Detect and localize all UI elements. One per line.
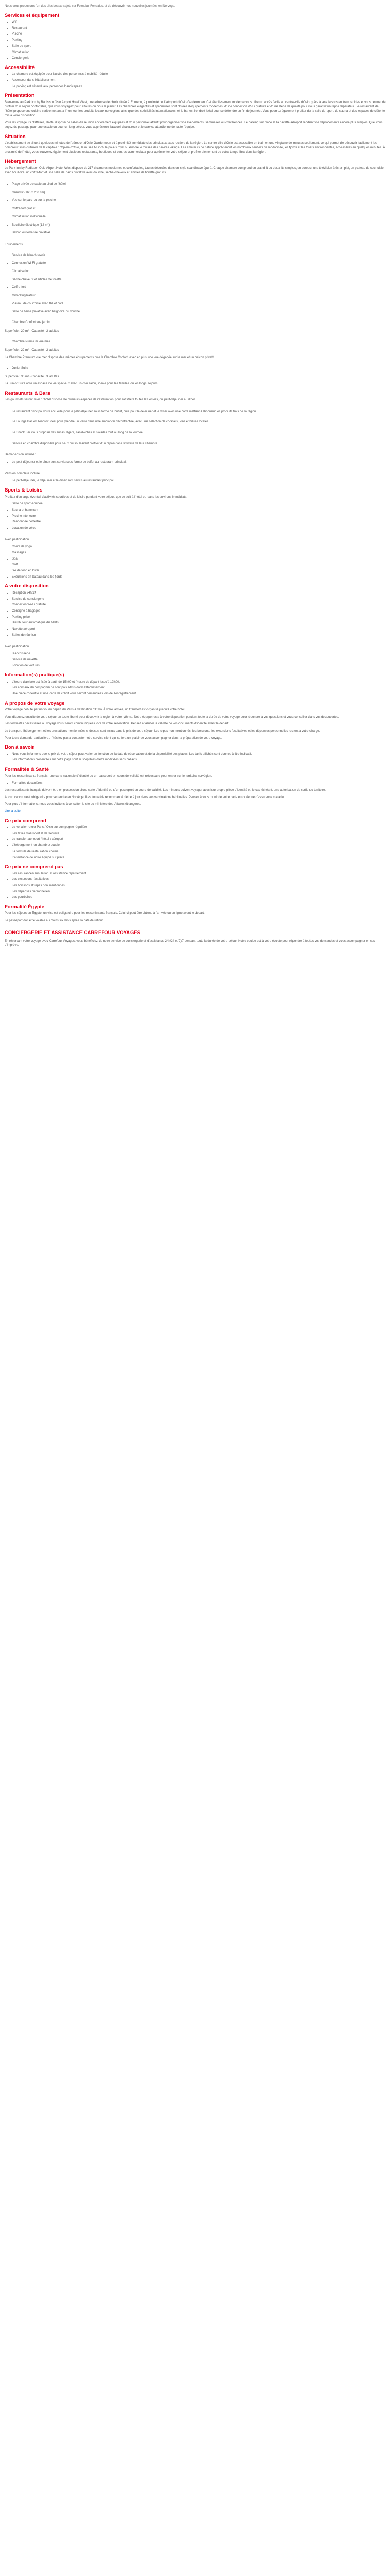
hebergement-title: Hébergement xyxy=(5,159,36,165)
bon-savoir-list xyxy=(5,752,386,762)
pay-services-title: Avec participation : xyxy=(5,645,31,649)
pay-services-list xyxy=(5,652,386,668)
room-type-list xyxy=(5,320,386,325)
list-item: • Piscine xyxy=(12,32,386,37)
situation-section xyxy=(5,134,386,155)
infos-list xyxy=(5,680,386,697)
room-type-capacity: Superficie : 30 m² - Capacité : 3 adultes xyxy=(5,375,59,379)
formalites-link-wrap xyxy=(5,809,386,814)
sports-title: Sports & Loisirs xyxy=(5,487,43,494)
demi-pension-list xyxy=(5,460,386,465)
list-item: • Navette aéroport xyxy=(12,627,386,632)
list-item: • Salles de réunion xyxy=(12,633,386,638)
conciergerie-section xyxy=(5,929,386,948)
list-item: • Ski de fond en hiver xyxy=(12,569,386,573)
other-title: A votre disposition xyxy=(5,583,49,589)
list-item: • Mini-réfrigérateur xyxy=(12,294,386,298)
room-type-description: La Junior Suite offre un espace de vie spacieux avec un coin salon, idéale pour les familles ou les longs séjours. xyxy=(5,382,159,385)
list-item: • Les boissons et repas non mentionnés xyxy=(12,884,386,888)
prix-comprend-pas-list xyxy=(5,872,386,900)
access-list xyxy=(5,72,386,89)
list-item: • Spa xyxy=(12,557,386,562)
list-item: • Les assurances annulation et assistance rapatriement xyxy=(12,872,386,876)
sports-section xyxy=(5,487,386,579)
room-feature-list xyxy=(5,182,386,235)
other-section xyxy=(5,583,386,668)
room-type-list xyxy=(5,366,386,371)
formalites-subtitle: • Formalités douanières xyxy=(12,781,386,786)
presentation-title: Présentation xyxy=(5,93,35,99)
list-item: • Climatisation xyxy=(12,50,386,55)
list-item: • Connexion Wi-Fi gratuite xyxy=(12,261,386,266)
formalites-paragraph: Les ressortissants français doivent être en possession d'une carte d'identité ou d'un passeport en cours de validité. Les mineurs doivent voyager avec leur propre pièce d'identité et, le cas échéant, une autorisation de sortie du territoire. xyxy=(5,788,326,792)
pension-complete-list xyxy=(5,479,386,483)
list-item: • Les excursions facultatives xyxy=(12,877,386,882)
prix-comprend-pas-section xyxy=(5,864,386,900)
page-content xyxy=(0,0,391,948)
list-item: • Le transfert aéroport / hôtel / aéroport xyxy=(12,837,386,842)
about-paragraph: Votre voyage débute par un vol au départ de Paris à destination d'Oslo. À votre arrivée, un transfert est organisé jusqu'à votre hôtel. xyxy=(5,708,186,711)
list-item: • Le petit-déjeuner, le déjeuner et le dîner sont servis au restaurant principal. xyxy=(12,479,386,483)
access-section xyxy=(5,65,386,89)
list-item: • Nous vous informons que le prix de votre séjour peut varier en fonction de la date de réservation et de la disponibilité des places. Les tarifs affichés sont donnés à titre indicatif. xyxy=(12,752,386,757)
list-item: • Le Lounge Bar est l'endroit idéal pour prendre un verre dans une ambiance décontractée, avec une sélection de cocktails, vins et bières locales. xyxy=(12,420,386,425)
infos-title: Information(s) pratique(s) xyxy=(5,672,64,679)
list-item: • Les pourboires xyxy=(12,895,386,900)
room-type-description: La Chambre Premium vue mer dispose des mêmes équipements que la Chambre Confort, avec en plus une vue dégagée sur la mer et un balcon privatif. xyxy=(5,355,215,359)
pension-complete-label: Pension complète incluse : xyxy=(5,472,42,476)
room-type-name: • Chambre Premium vue mer xyxy=(12,340,386,344)
list-item: • Une pièce d'identité et une carte de crédit vous seront demandées lors de l'enregistrement. xyxy=(12,692,386,697)
list-item: • Climatisation xyxy=(12,269,386,274)
list-item: • Le vol aller-retour Paris / Oslo sur compagnie régulière xyxy=(12,825,386,830)
pay-activities-list xyxy=(5,545,386,579)
restaurants-intro: Les gourmets seront ravis : l'hôtel dispose de plusieurs espaces de restauration pour satisfaire toutes les envies, du petit-déjeuner au dîner. xyxy=(5,398,196,401)
about-paragraph: Vous disposez ensuite de votre séjour en toute liberté pour découvrir la région à votre rythme. Notre équipe reste à votre disposition pendant toute la durée de votre voyage pour répondre à vos questions et vous conseiller dans vos découvertes. xyxy=(5,715,339,719)
formalites-sublist xyxy=(5,781,386,786)
list-item: • Les dépenses personnelles xyxy=(12,890,386,894)
list-item: • Coffre-fort gratuit xyxy=(12,207,386,211)
list-item: • L'assistance de notre équipe sur place xyxy=(12,856,386,860)
read-more-link[interactable]: Lire la suite xyxy=(5,810,21,813)
list-item: • Salle de bains privative avec baignoire ou douche xyxy=(12,310,386,314)
access-title: Accessibilité xyxy=(5,64,35,71)
list-item: • Parking xyxy=(12,38,386,43)
about-paragraph: Les formalités nécessaires au voyage vous seront communiquées lors de votre réservation. Pensez à vérifier la validité de vos documents d'identité avant le départ. xyxy=(5,722,230,726)
formalite-egypte-paragraph: Le passeport doit être valable au moins six mois après la date de retour. xyxy=(5,919,104,923)
list-item: • Climatisation individuelle xyxy=(12,215,386,219)
hebergement-section xyxy=(5,159,386,235)
list-item: • Les taxes d'aéroport et de sécurité xyxy=(12,832,386,836)
list-item: • Conciergerie xyxy=(12,56,386,61)
list-item: • Service en chambre disponible pour ceux qui souhaitent profiter d'un repas dans l'intimité de leur chambre. xyxy=(12,442,386,446)
about-paragraph: Pour toute demande particulière, n'hésitez pas à contacter notre service client qui se fera un plaisir de vous accompagner dans la préparation de votre voyage. xyxy=(5,736,222,740)
formalites-paragraph: Aucun vaccin n'est obligatoire pour se rendre en Norvège. Il est toutefois recommandé d'être à jour dans ses vaccinations habituelles. Pensez à vous munir de votre carte européenne d'assurance maladie. xyxy=(5,795,285,799)
sports-list xyxy=(5,502,386,530)
presentation-paragraph: Bienvenue au Park Inn by Radisson Oslo Airport Hotel West, une adresse de choix située à Fornebu, à proximité de l'aéroport d'Oslo-Gardermoen. Cet établissement moderne vous offre un accès facile au centre-ville d'Oslo grâce à ses liaisons en train rapides et vous permet de profiter d'un séjour confortable, que vous voyagiez pour affaires ou pour le plaisir. Les chambres élégantes et spacieuses sont dotées d'équipements modernes, d'une connexion Wi-Fi gratuite et d'une literie de qualité pour vous garantir un repos réparateur. Le restaurant de l'hôtel propose une cuisine variée mettant à l'honneur les produits locaux norvégiens ainsi que des spécialités internationales, et le bar est l'endroit idéal pour se détendre en fin de journée. Vous pourrez également profiter de la salle de sport, du sauna et des espaces de détente mis à votre disposition. xyxy=(5,100,386,117)
prix-comprend-section xyxy=(5,818,386,860)
list-item: • Bouilloire électrique (12 m²) xyxy=(12,223,386,228)
list-item: • Le parking est réservé aux personnes handicapées xyxy=(12,84,386,89)
list-item: • Golf xyxy=(12,563,386,567)
other-list xyxy=(5,591,386,638)
list-item: • Distributeur automatique de billets xyxy=(12,621,386,625)
formalites-intro: Pour les ressortissants français, une carte nationale d'identité ou un passeport en cours de validité est nécessaire pour entrer sur le territoire norvégien. xyxy=(5,774,213,778)
equipements-section xyxy=(5,243,386,386)
presentation-paragraph: Pour les voyageurs d'affaires, l'hôtel dispose de salles de réunion entièrement équipées et d'un personnel attentif pour organiser vos événements, séminaires ou conférences. Le parking sur place et la navette aéroport rendent vos déplacements encore plus simples. Que vous soyez de passage pour une escale ou pour un long séjour, vous apprécierez l'accueil chaleureux et le service attentionné de toute l'équipe. xyxy=(5,121,383,129)
list-item: • L'hébergement en chambre double xyxy=(12,843,386,848)
list-item: • Les informations présentées sur cette page sont susceptibles d'être modifiées sans préavis. xyxy=(12,758,386,762)
list-item: • L'heure d'arrivée est fixée à partir de 15h00 et l'heure de départ jusqu'à 12h00. xyxy=(12,680,386,685)
list-item: • Le restaurant principal vous accueille pour le petit-déjeuner sous forme de buffet, puis pour le déjeuner et le dîner avec une carte mettant à l'honneur les produits frais de la région. xyxy=(12,410,386,414)
situation-paragraph: L'établissement se situe à quelques minutes de l'aéroport d'Oslo-Gardermoen et à proximité immédiate des principaux axes routiers de la région. Le centre-ville d'Oslo est accessible en train en une vingtaine de minutes seulement, ce qui permet de découvrir facilement les nombreux sites culturels de la capitale : l'Opéra d'Oslo, le musée Munch, le palais royal ou encore le musée des navires vikings. Les amateurs de nature apprécieront les nombreux sentiers de randonnée, les fjords et les forêts environnantes, accessibles en quelques minutes. À proximité de l'hôtel, vous trouverez également plusieurs restaurants, boutiques et centres commerciaux pour agrémenter votre séjour et profiter pleinement de votre temps libre dans la région. xyxy=(5,142,385,154)
list-item: • Salle de sport équipée xyxy=(12,502,386,506)
list-item: • Service de blanchisserie xyxy=(12,253,386,258)
list-item: • Location de voitures xyxy=(12,664,386,668)
list-item: • Service de navette xyxy=(12,658,386,663)
list-item: • Les animaux de compagnie ne sont pas admis dans l'établissement. xyxy=(12,686,386,690)
list-item: • Le Snack Bar vous propose des encas légers, sandwiches et salades tout au long de la journée. xyxy=(12,431,386,435)
list-item: • Vue sur le parc ou sur la piscine xyxy=(12,198,386,203)
equipements-list xyxy=(5,253,386,315)
presentation-section xyxy=(5,93,386,130)
about-paragraph: Le transport, l'hébergement et les prestations mentionnées ci-dessus sont inclus dans le prix de votre séjour. Les repas non mentionnés, les boissons, les excursions facultatives et les dépenses personnelles restent à votre charge. xyxy=(5,730,320,733)
list-item: • Coffre-fort xyxy=(12,285,386,290)
list-item: • Randonnée pédestre xyxy=(12,520,386,524)
list-item: • Connexion Wi-Fi gratuite xyxy=(12,603,386,607)
room-type-capacity: Superficie : 22 m² - Capacité : 2 adultes xyxy=(5,349,59,352)
about-section xyxy=(5,701,386,741)
list-item: • Location de vélos xyxy=(12,526,386,531)
hebergement-paragraph: Le Park Inn by Radisson Oslo Airport Hotel West dispose de 217 chambres modernes et confortables, toutes décorées dans un style scandinave épuré. Chaque chambre comprend un grand lit ou deux lits simples, un bureau, une télévision à écran plat, un plateau de courtoisie avec bouilloire, un coffre-fort et une salle de bains privative avec douche, sèche-cheveux et articles de toilette gratuits. xyxy=(5,166,384,175)
list-item: • Consigne à bagages xyxy=(12,609,386,614)
list-item: • Excursions en bateau dans les fjords xyxy=(12,575,386,580)
list-item: • Salle de sport xyxy=(12,44,386,49)
restaurants-section xyxy=(5,391,386,484)
conciergerie-paragraph: En réservant votre voyage avec Carrefour Voyages, vous bénéficiez de notre service de conciergerie et d'assistance 24h/24 et 7j/7 pendant toute la durée de votre séjour. Notre équipe est à votre écoute pour répondre à toutes vos demandes et vous accompagner en cas d'imprévu. xyxy=(5,939,376,947)
list-item: • Le petit-déjeuner et le dîner sont servis sous forme de buffet au restaurant principal. xyxy=(12,460,386,465)
list-item: • Ascenseur dans l'établissement xyxy=(12,78,386,83)
prix-comprend-list xyxy=(5,825,386,860)
list-item: • Balcon ou terrasse privative xyxy=(12,231,386,235)
room-type-list xyxy=(5,340,386,344)
list-item: • Restaurant xyxy=(12,26,386,31)
equipements-title: Equipements : xyxy=(5,243,25,246)
demi-pension-label: Demi-pension incluse : xyxy=(5,453,36,457)
list-item: • Grand lit (160 x 200 cm) xyxy=(12,191,386,195)
sports-intro: Profitez d'un large éventail d'activités sportives et de loisirs pendant votre séjour, que ce soit à l'hôtel ou dans les environs immédiats. xyxy=(5,495,187,499)
formalites-paragraph: Pour plus d'informations, nous vous invitons à consulter le site du ministère des Affaires étrangères. xyxy=(5,803,141,806)
list-item: • La chambre est équipée pour l'accès des personnes à mobilité réduite xyxy=(12,72,386,77)
situation-title: Situation xyxy=(5,133,26,140)
formalites-section xyxy=(5,767,386,814)
formalite-egypte-paragraph: Pour les séjours en Égypte, un visa est obligatoire pour les ressortissants français. Celui-ci peut être obtenu à l'arrivée ou en ligne avant le départ. xyxy=(5,912,205,916)
list-item: • Service de conciergerie xyxy=(12,597,386,602)
list-item: • Wifi xyxy=(12,20,386,25)
room-type-capacity: Superficie : 20 m² - Capacité : 2 adultes xyxy=(5,329,59,333)
bon-savoir-title: Bon à savoir xyxy=(5,744,35,751)
list-item: • Massages xyxy=(12,551,386,555)
prix-comprend-title: Ce prix comprend xyxy=(5,818,46,824)
services-title: Services et équipement xyxy=(5,12,60,19)
list-item: • Sauna et hammam xyxy=(12,508,386,513)
formalite-egypte-title: Formalité Égypte xyxy=(5,904,45,910)
services-section xyxy=(5,13,386,61)
list-item: • Parking privé xyxy=(12,615,386,620)
infos-section xyxy=(5,672,386,696)
list-item: • Plage privée de sable au pied de l'hôtel xyxy=(12,182,386,187)
intro-note: Nous vous proposons l'un des plus beaux trajets sur Fornebu, Ferrades, et de découvrir nos nouvelles journées en Norvège. xyxy=(5,5,175,8)
pay-activities-title: Avec participation : xyxy=(5,538,31,541)
list-item: • Sèche-cheveux et articles de toilette xyxy=(12,278,386,282)
list-item: • Piscine intérieure xyxy=(12,514,386,519)
list-item: • Cours de yoga xyxy=(12,545,386,549)
list-item: • La formule de restauration choisie xyxy=(12,850,386,854)
room-type-name: • Chambre Confort vue jardin xyxy=(12,320,386,325)
prix-comprend-pas-title: Ce prix ne comprend pas xyxy=(5,864,63,870)
restaurants-title: Restaurants & Bars xyxy=(5,390,51,396)
services-list xyxy=(5,20,386,61)
formalite-egypte-section xyxy=(5,904,386,923)
list-item: • Blanchisserie xyxy=(12,652,386,656)
about-title: A propos de votre voyage xyxy=(5,700,65,706)
list-item: • Réception 24h/24 xyxy=(12,591,386,596)
formalites-title: Formalités & Santé xyxy=(5,767,50,773)
bon-savoir-section xyxy=(5,744,386,762)
room-type-name: • Junior Suite xyxy=(12,366,386,371)
conciergerie-title: CONCIERGERIE ET ASSISTANCE CARREFOUR VOYAGES xyxy=(5,929,141,936)
restaurants-list xyxy=(5,410,386,446)
list-item: • Plateau de courtoisie avec thé et café xyxy=(12,302,386,307)
